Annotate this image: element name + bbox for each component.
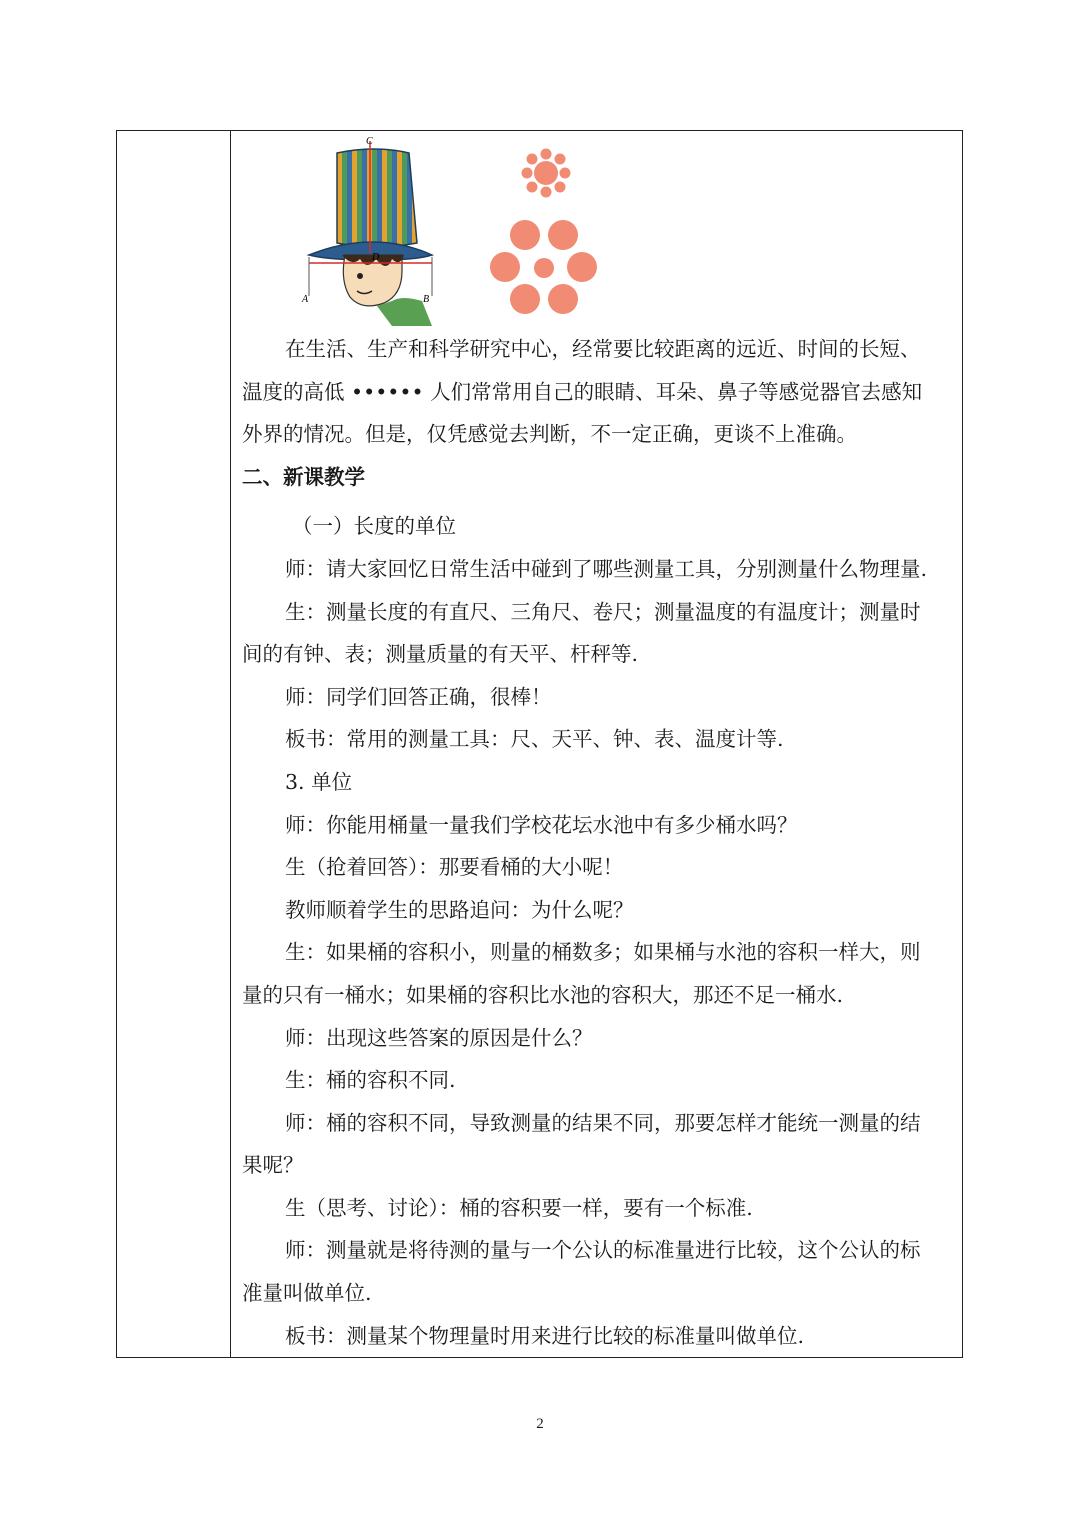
table-content-cell (242, 131, 954, 1357)
illusion-figures (242, 131, 954, 326)
subsection-heading: （一）长度的单位 (292, 514, 456, 539)
label-c: C (366, 136, 373, 147)
paragraph-line: 3. 单位 (285, 769, 353, 794)
paragraph-line: 师：请大家回忆日常生活中碰到了哪些测量工具，分别测量什么物理量. (285, 556, 928, 581)
large-circle-flower (490, 220, 597, 314)
paragraph-line: 板书：常用的测量工具：尺、天平、钟、表、温度计等. (285, 727, 784, 752)
paragraph-line: 师：测量就是将待测的量与一个公认的标准量进行比较，这个公认的标 (285, 1238, 921, 1263)
page-number: 2 (536, 1416, 544, 1432)
paragraph-line: 果呢？ (242, 1153, 304, 1178)
paragraph-line: 生（思考、讨论）：桶的容积要一样，要有一个标准. (285, 1195, 753, 1220)
paragraph-line: 师：你能用桶量一量我们学校花坛水池中有多少桶水吗？ (285, 812, 798, 837)
paragraph-line: 外界的情况。但是，仅凭感觉去判断，不一定正确，更谈不上准确。 (242, 422, 857, 447)
lesson-table (116, 130, 963, 1358)
paragraph-line: 生：测量长度的有直尺、三角尺、卷尺；测量温度的有温度计；测量时 (285, 599, 921, 624)
paragraph-line: 生（抢着回答）：那要看桶的大小呢！ (285, 855, 624, 880)
small-circle-flower (522, 149, 571, 198)
section-heading: 二、新课教学 (242, 464, 365, 489)
label-a: A (302, 294, 309, 305)
table-left-column (117, 131, 231, 1357)
paragraph-line: 温度的高低 •••••• 人们常常用自己的眼睛、耳朵、鼻子等感觉器官去感知 (242, 379, 923, 404)
paragraph-line: 间的有钟、表；测量质量的有天平、杆秤等. (242, 642, 639, 667)
lesson-text (242, 328, 954, 1357)
paragraph-line: 师：同学们回答正确，很棒！ (285, 684, 552, 709)
paragraph-line: 准量叫做单位. (242, 1281, 372, 1306)
paragraph-line: 生：桶的容积不同. (285, 1068, 456, 1093)
paragraph-line: 在生活、生产和科学研究中心，经常要比较距离的远近、时间的长短、 (285, 337, 921, 361)
tall-hat-figure (301, 136, 432, 326)
paragraph-line: 教师顺着学生的思路追问：为什么呢？ (285, 897, 634, 922)
paragraph-line: 板书：测量某个物理量时用来进行比较的标准量叫做单位. (285, 1323, 805, 1348)
label-b: B (423, 294, 430, 305)
paragraph-line: 量的只有一桶水；如果桶的容积比水池的容积大，那还不足一桶水. (242, 982, 844, 1007)
paragraph-line: 生：如果桶的容积小，则量的桶数多；如果桶与水池的容积一样大，则 (285, 940, 921, 965)
label-d: D (372, 252, 380, 263)
paragraph-line: 师：桶的容积不同，导致测量的结果不同，那要怎样才能统一测量的结 (285, 1110, 921, 1135)
paragraph-line: 师：出现这些答案的原因是什么？ (285, 1025, 593, 1050)
